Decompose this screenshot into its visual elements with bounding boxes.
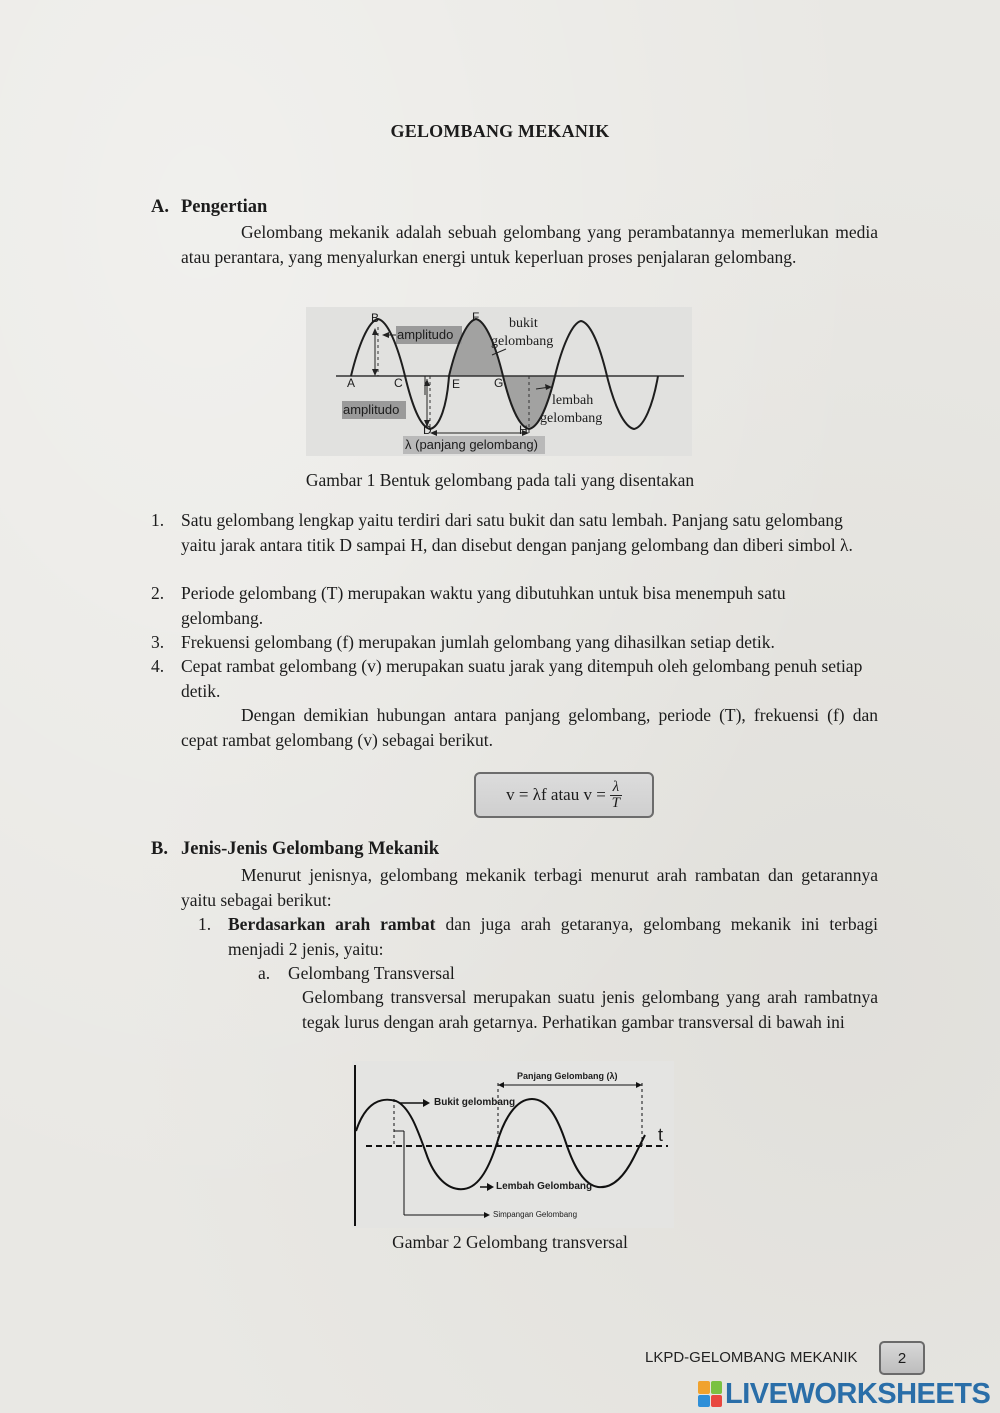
list-text: Cepat rambat gelombang (v) merupakan suatu jarak yang ditempuh oleh gelombang penuh setiap detik. <box>181 656 863 701</box>
section-a-heading <box>151 197 267 218</box>
list-marker: 3. <box>151 632 165 652</box>
section-b-intro: Menurut jenisnya, gelombang mekanik terbagi menurut arah rambatan dan getarannya yaitu sebagai berikut: <box>181 865 878 910</box>
list-text: Periode gelombang (T) merupakan waktu yang dibutuhkan untuk bisa menempuh satu gelombang. <box>181 583 786 628</box>
figure-2-svg <box>352 1061 674 1228</box>
section-b-number: B. <box>151 839 168 859</box>
sub-item-a <box>258 961 455 986</box>
label-C: C <box>394 376 403 390</box>
label-lambda: λ (panjang gelombang) <box>405 437 538 452</box>
item-1-marker: 1. <box>198 914 212 934</box>
document-title: GELOMBANG MEKANIK <box>390 121 610 141</box>
figure-2-caption: Gambar 2 Gelombang transversal <box>392 1232 628 1252</box>
list-text: Frekuensi gelombang (f) merupakan jumlah gelombang yang dihasilkan setiap detik. <box>181 632 775 652</box>
liveworksheets-logo <box>698 1378 990 1410</box>
label-amplitudo-bottom: amplitudo <box>343 402 400 417</box>
list-marker: 4. <box>151 656 165 676</box>
formula-fraction <box>610 780 622 811</box>
page-number-badge: 2 <box>879 1341 925 1375</box>
sub-item-a-title: Gelombang Transversal <box>288 963 455 983</box>
liveworksheets-logo-icon <box>698 1381 722 1407</box>
section-b-heading <box>151 839 439 860</box>
item-1-rest: dan juga arah getaranya, gelombang mekanik ini terbagi menjadi 2 jenis, yaitu: <box>228 914 878 959</box>
list-item-2 <box>151 581 871 630</box>
label-simpangan-gelombang: Simpangan Gelombang <box>493 1210 578 1219</box>
formula-denominator: T <box>611 794 620 811</box>
label-t: t <box>658 1125 664 1145</box>
label-bukit-gelombang: gelombang <box>491 334 554 349</box>
label-A: A <box>347 376 356 390</box>
label-E: E <box>452 377 461 391</box>
formula-box <box>474 772 654 818</box>
section-a-number: A. <box>151 197 169 217</box>
liveworksheets-brand-text: LIVEWORKSHEETS <box>725 1377 991 1410</box>
list-text: Satu gelombang lengkap yaitu terdiri dari satu bukit dan satu lembah. Panjang satu gelombang yaitu jarak antara titik D sampai H, dan disebut dengan panjang gelombang dan diberi simbol λ. <box>181 510 853 555</box>
label-lembah: lembah <box>552 393 594 408</box>
label-bukit: bukit <box>509 316 538 331</box>
label-amplitudo-top: amplitudo <box>397 327 454 342</box>
label-panjang-gelombang: Panjang Gelombang (λ) <box>517 1071 618 1081</box>
label-H: H <box>519 423 528 437</box>
label-lembah-gelombang: Lembah Gelombang <box>496 1181 593 1192</box>
label-B: B <box>371 311 380 325</box>
formula-main: v = λf atau v = <box>506 785 606 804</box>
list-marker: 1. <box>151 510 165 530</box>
list-marker: 2. <box>151 583 165 603</box>
list-item-3 <box>151 630 871 655</box>
label-F: F <box>472 310 480 324</box>
figure-1-wave-diagram <box>306 307 692 456</box>
section-a-title: Pengertian <box>181 197 268 217</box>
label-D: D <box>423 423 432 437</box>
label-bukit-gelombang: Bukit gelombang <box>434 1097 516 1108</box>
list-item-4 <box>151 654 871 703</box>
figure-2-transverse-wave <box>352 1061 674 1228</box>
sub-item-a-marker: a. <box>258 963 271 983</box>
label-G: G <box>494 376 504 390</box>
transverse-wave-curve <box>356 1099 645 1189</box>
figure-1-caption: Gambar 1 Bentuk gelombang pada tali yang disentakan <box>305 470 695 490</box>
sub-item-a-text: Gelombang transversal merupakan suatu jenis gelombang yang arah rambatnya tegak lurus dengan arah getarnya. Perhatikan gambar transversal di bawah ini <box>302 987 878 1032</box>
section-b-title: Jenis-Jenis Gelombang Mekanik <box>181 839 439 859</box>
label-lembah-gelombang: gelombang <box>540 411 603 426</box>
section-a-intro: Gelombang mekanik adalah sebuah gelombang yang perambatannya memerlukan media atau perantara, yang menyalurkan energi untuk keperluan proses penjalaran gelombang. <box>181 222 878 267</box>
relation-paragraph: Dengan demikian hubungan antara panjang gelombang, periode (T), frekuensi (f) dan cepat rambat gelombang (v) sebagai berikut. <box>181 705 878 750</box>
footer-title: LKPD-GELOMBANG MEKANIK <box>645 1349 858 1366</box>
section-b-item-1 <box>198 912 878 961</box>
item-1-bold: Berdasarkan arah rambat <box>228 914 436 934</box>
list-item-1 <box>151 508 871 557</box>
formula-numerator: λ <box>612 778 620 795</box>
